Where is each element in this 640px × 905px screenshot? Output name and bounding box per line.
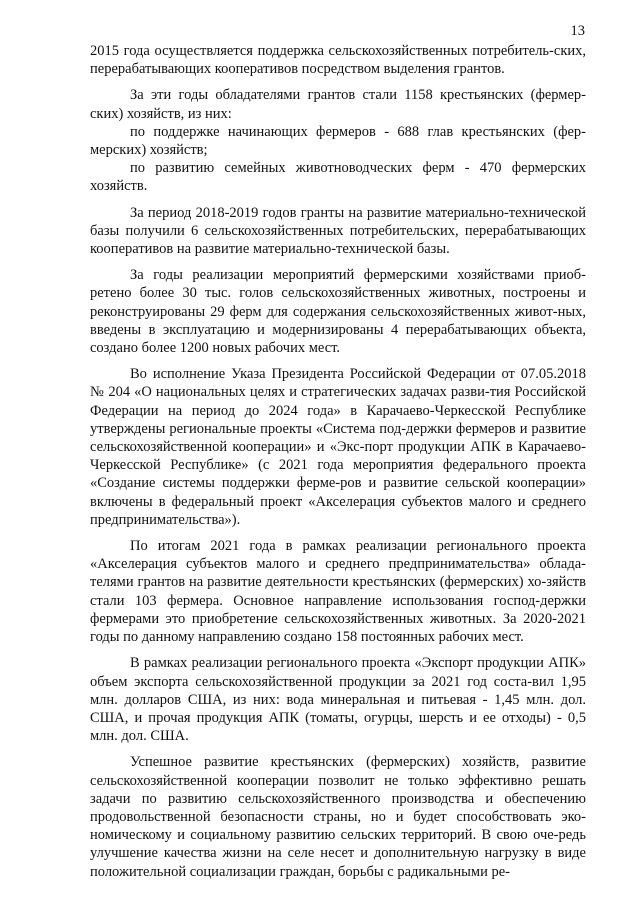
list-item: по поддержке начинающих фермеров - 688 глав крестьянских (фер-мерских) хозяйств;	[90, 123, 586, 159]
paragraph: В рамках реализации регионального проекта «Экспорт продукции АПК» объем экспорта сельскохозяйственной продукции за 2021 год соста-вил 1,95 млн. долларов США, из них: вода минеральная и питьевая - 1,45 млн. дол. США, и прочая продукция АПК (томаты, огурцы, шерсть и ее отходы) - 0,5 млн. дол. США.	[90, 655, 586, 745]
paragraph: Во исполнение Указа Президента Российской Федерации от 07.05.2018 № 204 «О национальных целях и стратегических задачах разви-тия Российской Федерации на период до 2024 года» в Карачаево-Черкесской Республике утверждены региональные проекты «Система под-держки фермеров и развитие сельскохозяйственной кооперации» и «Экс-порт продукции АПК в Карачаево-Черкесской Республике» (с 2021 года мероприятия федерального проекта «Создание системы поддержки ферме-ров и развитие сельской кооперации» включены в федеральный проект «Акселерация субъектов малого и среднего предпринимательства»).	[90, 366, 586, 528]
paragraph: За эти годы обладателями грантов стали 1158 крестьянских (фермер-ских) хозяйств, из них:	[90, 87, 586, 122]
list-item: по развитию семейных животноводческих ферм - 470 фермерских хозяйств.	[90, 160, 586, 195]
paragraph: За годы реализации мероприятий фермерскими хозяйствами приоб-ретено более 30 тыс. голов сельскохозяйственных животных, построены и реконструированы 29 ферм для содержания сельскохозяйственных живот-ных, введены в эксплуатацию и модернизированы 4 перерабатывающих объекта, создано более 1200 новых рабочих мест.	[90, 267, 586, 357]
paragraph: За период 2018-2019 годов гранты на развитие материально-технической базы получили 6 сельскохозяйственных потребительских, перерабатывающих кооперативов на развитие материально-технической базы.	[90, 204, 586, 258]
paragraph: 2015 года осуществляется поддержка сельскохозяйственных потребитель-ских, перерабатывающих кооперативов посредством выделения грантов.	[90, 43, 586, 78]
paragraph: Успешное развитие крестьянских (фермерских) хозяйств, развитие сельскохозяйственной кооперации позволит не только эффективно решать задачи по развитию сельскохозяйственного производства и обеспечению продовольственной безопасности страны, но и будет способствовать эко-номическому и социальному развитию сельских территорий. В свою оче-редь улучшение качества жизни на селе несет и дополнительную нагрузку в виде положительной социализации граждан, борьбы с радикальными ре-	[90, 754, 586, 880]
paragraph: По итогам 2021 года в рамках реализации регионального проекта «Акселерация субъектов малого и среднего предпринимательства» облада-телями грантов на развитие деятельности крестьянских (фермерских) хо-зяйств стали 103 фермера. Основное направление использования господ-держки фермерами это приобретение сельскохозяйственных животных. За 2020-2021 годы по данному направлению создано 158 постоянных рабочих мест.	[90, 538, 586, 646]
page-number: 13	[570, 23, 585, 39]
document-body	[90, 42, 586, 889]
